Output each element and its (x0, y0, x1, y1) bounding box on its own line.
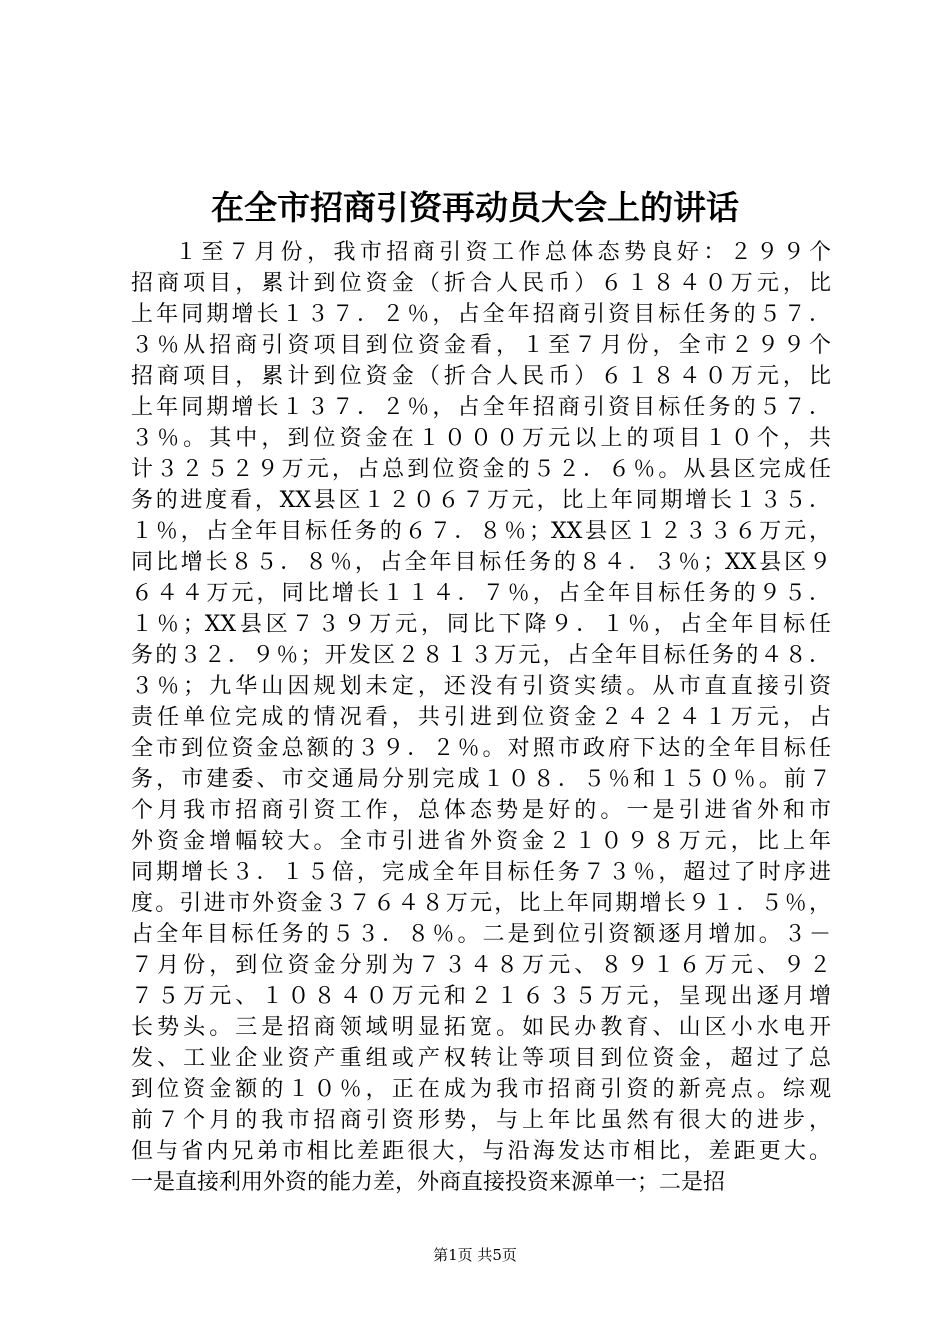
text-line: ６４４万元，同比增长１１４．７％，占全年目标任务的９５． (131, 581, 831, 606)
text-line: 责任单位完成的情况看，共引进到位资金２４２４１万元，占 (131, 705, 831, 730)
text-line: 上年同期增长１３７．２％，占全年招商引资目标任务的５７． (131, 395, 831, 420)
text-line: 同比增长８５．８％，占全年目标任务的８４．３％；XX县区９ (131, 550, 831, 575)
text-line: 到位资金额的１０％，正在成为我市招商引资的新亮点。综观 (131, 1077, 831, 1102)
text-line: １至７月份，我市招商引资工作总体态势良好：２９９个 (175, 240, 831, 265)
text-line: 长势头。三是招商领域明显拓宽。如民办教育、山区小水电开 (131, 1015, 831, 1040)
text-line: 务的３２．９％；开发区２８１３万元，占全年目标任务的４８． (131, 643, 831, 668)
text-line: 计３２５２９万元，占总到位资金的５２．６％。从县区完成任 (131, 457, 831, 482)
text-line: ７５万元、１０８４０万元和２１６３５万元，呈现出逐月增 (131, 984, 831, 1009)
text-line: 上年同期增长１３７．２％，占全年招商引资目标任务的５７． (131, 302, 831, 327)
text-line: 同期增长３．１５倍，完成全年目标任务７３％，超过了时序进 (131, 860, 831, 885)
text-line: ３％。其中，到位资金在１０００万元以上的项目１０个，共 (131, 426, 831, 451)
text-line: 度。引进市外资金３７６４８万元，比上年同期增长９１．５％， (131, 891, 831, 916)
text-line: １％；XX县区７３９万元，同比下降９．１％，占全年目标任 (131, 612, 831, 637)
text-line: 一是直接利用外资的能力差，外商直接投资来源单一；二是招 (131, 1170, 726, 1195)
text-line: 发、工业企业资产重组或产权转让等项目到位资金，超过了总 (131, 1046, 831, 1071)
text-line: ７月份，到位资金分别为７３４８万元、８９１６万元、９２ (131, 953, 831, 978)
text-line: 招商项目，累计到位资金（折合人民币）６１８４０万元，比 (131, 364, 831, 389)
text-line: 招商项目，累计到位资金（折合人民币）６１８４０万元，比 (131, 271, 831, 296)
page-footer: 第1页 共5页 (433, 1246, 517, 1264)
text-line: 务的进度看，XX县区１２０６７万元，比上年同期增长１３５． (131, 488, 831, 513)
text-line: １％，占全年目标任务的６７．８％；XX县区１２３３６万元， (131, 519, 831, 544)
text-line: 全市到位资金总额的３９．２％。对照市政府下达的全年目标任 (131, 736, 831, 761)
text-line: 占全年目标任务的５３．８％。二是到位引资额逐月增加。３－ (131, 922, 831, 947)
text-line: 外资金增幅较大。全市引进省外资金２１０９８万元，比上年 (131, 829, 831, 854)
text-line: 个月我市招商引资工作，总体态势是好的。一是引进省外和市 (131, 798, 831, 823)
text-line: 前７个月的我市招商引资形势，与上年比虽然有很大的进步， (131, 1108, 831, 1133)
text-line: ３％从招商引资项目到位资金看，１至７月份，全市２９９个 (131, 333, 831, 358)
body-paragraph (131, 237, 831, 1198)
page-title: 在全市招商引资再动员大会上的讲话 (211, 188, 739, 227)
text-line: 务，市建委、市交通局分别完成１０８．５％和１５０％。前７ (131, 767, 831, 792)
text-line: 但与省内兄弟市相比差距很大，与沿海发达市相比，差距更大。 (131, 1139, 831, 1164)
text-line: ３％；九华山因规划未定，还没有引资实绩。从市直直接引资 (131, 674, 831, 699)
